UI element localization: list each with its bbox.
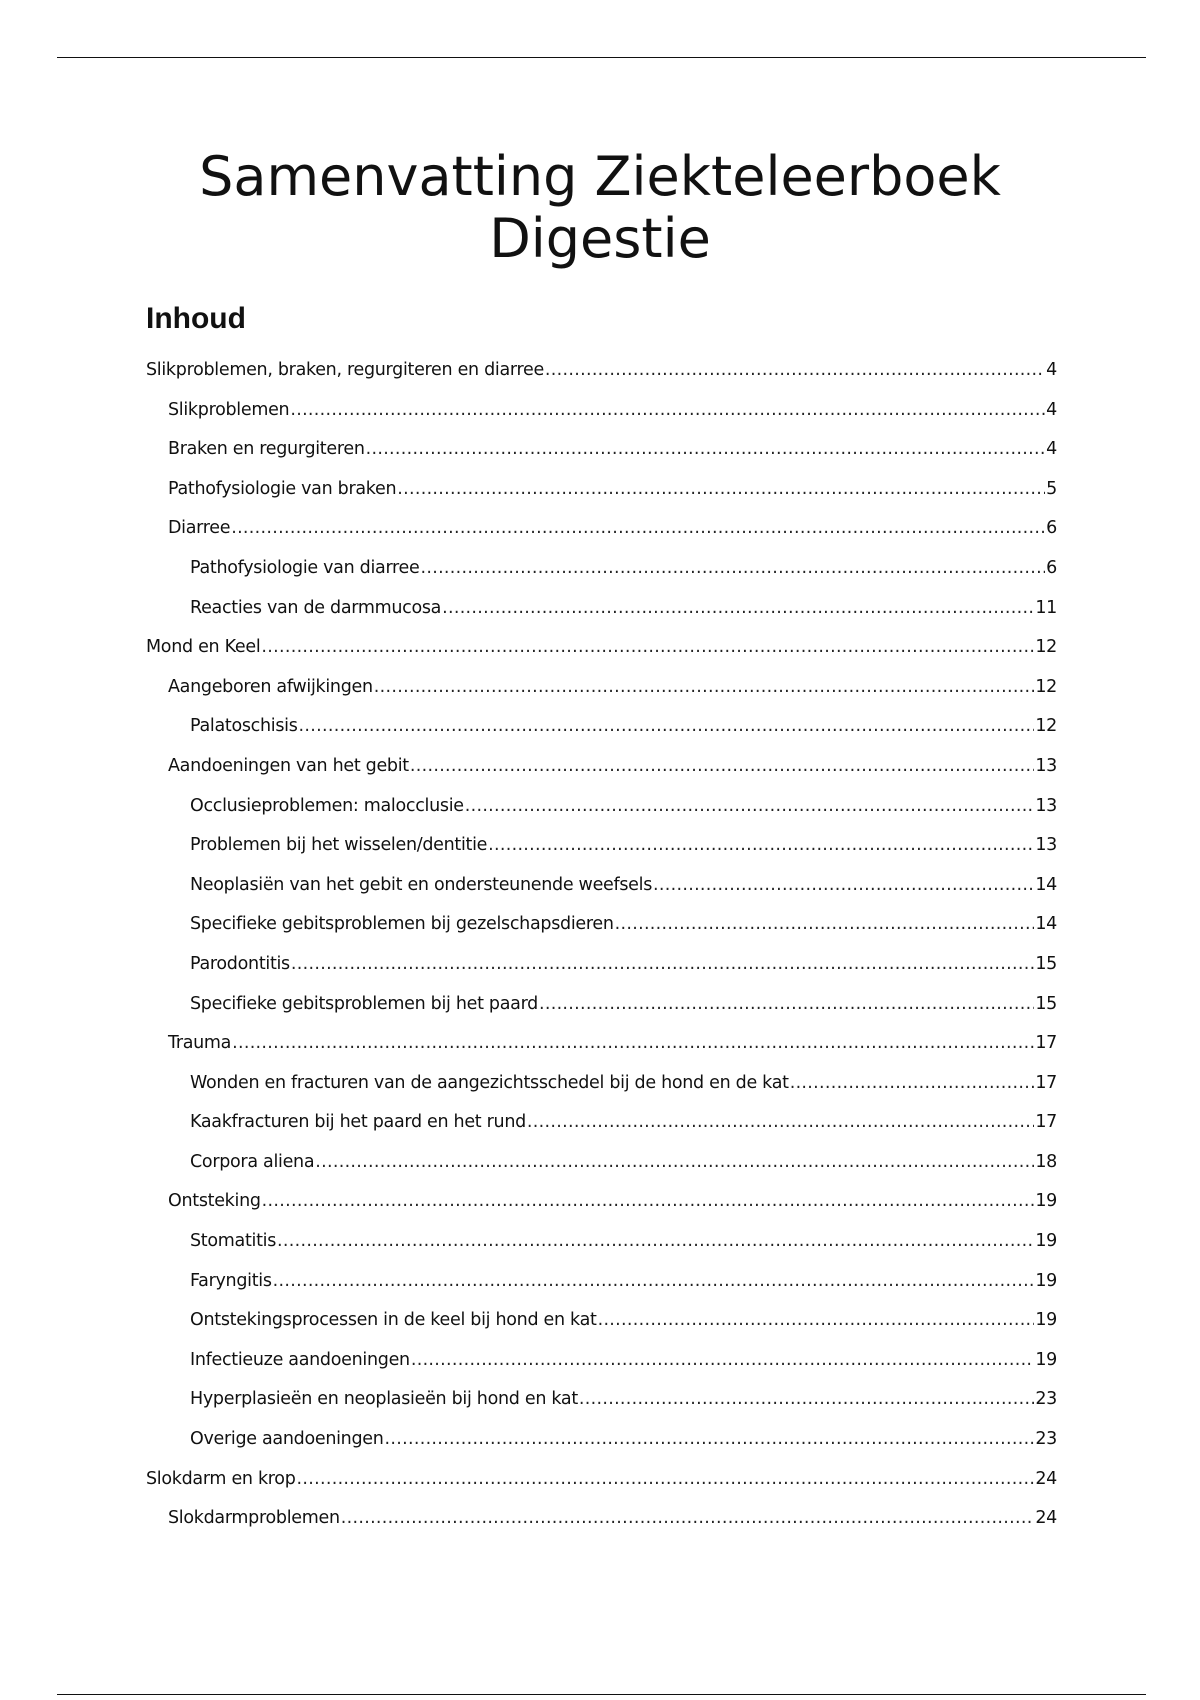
- toc-entry-page-number[interactable]: 15: [1035, 953, 1057, 974]
- toc-dot-leader: [273, 1262, 1035, 1302]
- toc-dot-leader: [315, 1143, 1034, 1183]
- toc-entry-page-number[interactable]: 24: [1035, 1468, 1057, 1489]
- toc-entry-page-number[interactable]: 14: [1035, 914, 1057, 935]
- toc-entry-page-number[interactable]: 17: [1035, 1033, 1057, 1054]
- toc-dot-leader: [385, 1420, 1035, 1460]
- toc-entry[interactable]: [146, 1182, 1057, 1222]
- toc-dot-leader: [545, 351, 1045, 391]
- toc-dot-leader: [261, 628, 1034, 668]
- toc-entry[interactable]: [146, 470, 1057, 510]
- toc-entry[interactable]: [146, 1143, 1057, 1183]
- toc-entry[interactable]: [146, 509, 1057, 549]
- toc-entry-page-number[interactable]: 19: [1035, 1191, 1057, 1212]
- toc-entry[interactable]: [146, 628, 1057, 668]
- toc-entry-label[interactable]: Overige aandoeningen: [190, 1429, 384, 1450]
- toc-entry-label[interactable]: Aandoeningen van het gebit: [168, 755, 409, 776]
- toc-dot-leader: [366, 430, 1046, 470]
- toc-dot-leader: [411, 1341, 1034, 1381]
- document-title-line-1: Samenvatting Ziekteleerboek: [199, 145, 1001, 208]
- toc-entry-page-number[interactable]: 19: [1035, 1310, 1057, 1331]
- toc-entry[interactable]: [146, 668, 1057, 708]
- toc-entry-label[interactable]: Aangeboren afwijkingen: [168, 676, 373, 697]
- toc-entry[interactable]: [146, 391, 1057, 431]
- toc-dot-leader: [579, 1380, 1034, 1420]
- toc-entry-label[interactable]: Pathofysiologie van braken: [168, 478, 397, 499]
- toc-entry-label[interactable]: Neoplasiën van het gebit en ondersteunende weefsels: [190, 874, 653, 895]
- toc-entry-label[interactable]: Specifieke gebitsproblemen bij gezelschapsdieren: [190, 914, 614, 935]
- toc-entry[interactable]: [146, 1024, 1057, 1064]
- toc-entry[interactable]: [146, 549, 1057, 589]
- toc-heading: Inhoud: [146, 302, 246, 335]
- toc-entry[interactable]: [146, 985, 1057, 1025]
- toc-entry[interactable]: [146, 430, 1057, 470]
- toc-dot-leader: [341, 1499, 1035, 1539]
- toc-entry[interactable]: [146, 1380, 1057, 1420]
- toc-entry-page-number[interactable]: 17: [1035, 1112, 1057, 1133]
- toc-entry[interactable]: [146, 1420, 1057, 1460]
- toc-entry[interactable]: [146, 1341, 1057, 1381]
- toc-entry-label[interactable]: Ontstekingsprocessen in de keel bij hond en kat: [190, 1310, 597, 1331]
- toc-entry-page-number[interactable]: 18: [1035, 1151, 1057, 1172]
- toc-entry-label[interactable]: Diarree: [168, 518, 231, 539]
- toc-entry[interactable]: [146, 1301, 1057, 1341]
- toc-entry-page-number[interactable]: 17: [1035, 1072, 1057, 1093]
- toc-entry-page-number[interactable]: 15: [1035, 993, 1057, 1014]
- toc-entry-label[interactable]: Specifieke gebitsproblemen bij het paard: [190, 993, 538, 1014]
- toc-entry-label[interactable]: Corpora aliena: [190, 1151, 315, 1172]
- table-of-contents: [146, 351, 1057, 1539]
- toc-entry[interactable]: [146, 1262, 1057, 1302]
- toc-dot-leader: [290, 391, 1045, 431]
- toc-entry[interactable]: [146, 1064, 1057, 1104]
- toc-entry-page-number[interactable]: 11: [1035, 597, 1057, 618]
- toc-dot-leader: [397, 470, 1045, 510]
- toc-dot-leader: [410, 747, 1034, 787]
- toc-entry[interactable]: [146, 589, 1057, 629]
- toc-entry[interactable]: [146, 1103, 1057, 1143]
- header-rule: [57, 57, 1146, 58]
- toc-entry-page-number[interactable]: 12: [1035, 676, 1057, 697]
- toc-dot-leader: [374, 668, 1035, 708]
- toc-dot-leader: [442, 589, 1034, 629]
- toc-entry-label[interactable]: Stomatitis: [190, 1231, 277, 1252]
- toc-entry-page-number[interactable]: 13: [1035, 835, 1057, 856]
- toc-entry-page-number[interactable]: 24: [1035, 1508, 1057, 1529]
- toc-entry-label[interactable]: Pathofysiologie van diarree: [190, 557, 420, 578]
- toc-entry[interactable]: [146, 905, 1057, 945]
- toc-entry-label[interactable]: Occlusieproblemen: malocclusie: [190, 795, 464, 816]
- toc-entry[interactable]: [146, 826, 1057, 866]
- toc-entry-page-number[interactable]: 6: [1046, 557, 1057, 578]
- toc-entry-page-number[interactable]: 13: [1035, 755, 1057, 776]
- toc-entry-page-number[interactable]: 5: [1046, 478, 1057, 499]
- toc-entry-label[interactable]: Mond en Keel: [146, 637, 261, 658]
- toc-dot-leader: [277, 1222, 1034, 1262]
- toc-entry[interactable]: [146, 707, 1057, 747]
- toc-entry-label[interactable]: Problemen bij het wisselen/dentitie: [190, 835, 488, 856]
- toc-entry-page-number[interactable]: 6: [1046, 518, 1057, 539]
- toc-dot-leader: [299, 707, 1035, 747]
- toc-dot-leader: [539, 985, 1034, 1025]
- toc-dot-leader: [527, 1103, 1034, 1143]
- toc-entry-page-number[interactable]: 13: [1035, 795, 1057, 816]
- toc-dot-leader: [598, 1301, 1035, 1341]
- toc-entry-label[interactable]: Reacties van de darmmucosa: [190, 597, 442, 618]
- footer-rule: [57, 1694, 1146, 1695]
- toc-entry-label[interactable]: Wonden en fracturen van de aangezichtsschedel bij de hond en de kat: [190, 1072, 789, 1093]
- toc-entry-label[interactable]: Slokdarm en krop: [146, 1468, 296, 1489]
- toc-entry[interactable]: [146, 351, 1057, 391]
- toc-dot-leader: [653, 866, 1034, 906]
- toc-entry-label[interactable]: Parodontitis: [190, 953, 290, 974]
- toc-entry[interactable]: [146, 866, 1057, 906]
- toc-entry-page-number[interactable]: 23: [1035, 1429, 1057, 1450]
- toc-entry-page-number[interactable]: 14: [1035, 874, 1057, 895]
- toc-entry-label[interactable]: Slokdarmproblemen: [168, 1508, 340, 1529]
- toc-entry-page-number[interactable]: 23: [1035, 1389, 1057, 1410]
- toc-dot-leader: [488, 826, 1034, 866]
- toc-dot-leader: [615, 905, 1035, 945]
- toc-entry[interactable]: [146, 945, 1057, 985]
- toc-dot-leader: [291, 945, 1034, 985]
- document-title-line-2: Digestie: [489, 207, 711, 270]
- toc-entry[interactable]: [146, 1499, 1057, 1539]
- toc-entry[interactable]: [146, 787, 1057, 827]
- toc-entry-page-number[interactable]: 4: [1046, 439, 1057, 460]
- toc-entry-page-number[interactable]: 19: [1035, 1270, 1057, 1291]
- toc-entry-label[interactable]: Slikproblemen: [168, 399, 290, 420]
- toc-entry-label[interactable]: Faryngitis: [190, 1270, 272, 1291]
- toc-entry-label[interactable]: Slikproblemen, braken, regurgiteren en diarree: [146, 360, 544, 380]
- toc-entry-label[interactable]: Infectieuze aandoeningen: [190, 1349, 410, 1370]
- toc-entry-label[interactable]: Palatoschisis: [190, 716, 298, 737]
- toc-entry-page-number[interactable]: 12: [1035, 716, 1057, 737]
- document-title: [100, 146, 1100, 270]
- toc-entry-label[interactable]: Kaakfracturen bij het paard en het rund: [190, 1112, 526, 1133]
- toc-dot-leader: [420, 549, 1045, 589]
- toc-dot-leader: [262, 1182, 1035, 1222]
- toc-entry-page-number[interactable]: 19: [1035, 1231, 1057, 1252]
- toc-entry-page-number[interactable]: 4: [1046, 399, 1057, 420]
- toc-entry-label[interactable]: Ontsteking: [168, 1191, 261, 1212]
- toc-entry-label[interactable]: Trauma: [168, 1033, 232, 1054]
- toc-entry-label[interactable]: Hyperplasieën en neoplasieën bij hond en kat: [190, 1389, 578, 1410]
- toc-dot-leader: [297, 1460, 1035, 1500]
- toc-entry-page-number[interactable]: 12: [1035, 637, 1057, 658]
- toc-entry[interactable]: [146, 747, 1057, 787]
- toc-dot-leader: [232, 1024, 1034, 1064]
- toc-dot-leader: [231, 509, 1045, 549]
- toc-entry-page-number[interactable]: 4: [1046, 360, 1057, 380]
- toc-dot-leader: [790, 1064, 1035, 1104]
- toc-entry[interactable]: [146, 1222, 1057, 1262]
- toc-entry-page-number[interactable]: 19: [1035, 1349, 1057, 1370]
- toc-dot-leader: [465, 787, 1035, 827]
- toc-entry-label[interactable]: Braken en regurgiteren: [168, 439, 365, 460]
- toc-entry[interactable]: [146, 1460, 1057, 1500]
